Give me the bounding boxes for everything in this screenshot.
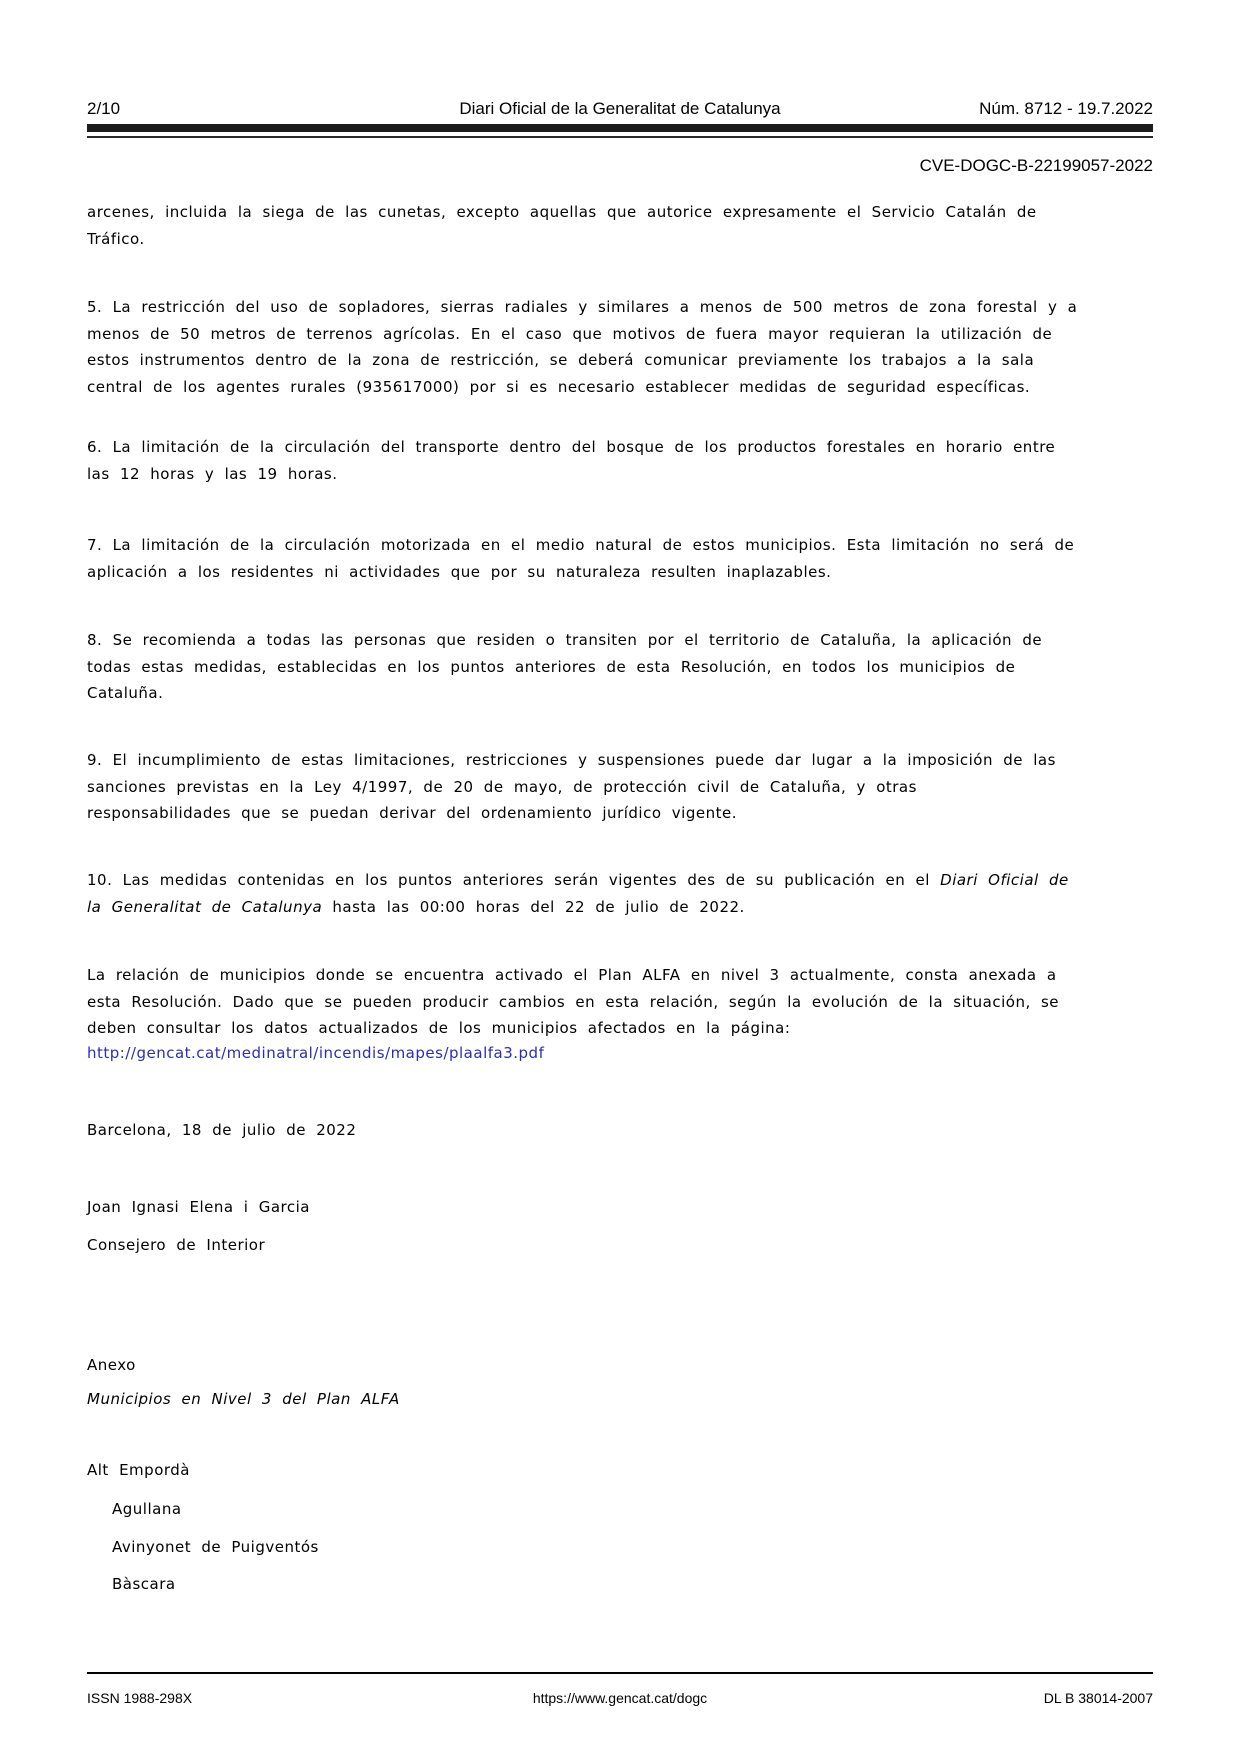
text-line: Tráfico.	[87, 229, 145, 248]
municipality-list	[112, 1496, 1153, 1598]
text-line: aplicación a los residentes ni actividades que por su naturaleza resulten inaplazables.	[87, 562, 832, 581]
text-line: sanciones previstas en la Ley 4/1997, de 20 de mayo, de protección civil de Cataluña, y otras	[87, 777, 917, 796]
header-rule-thick	[87, 124, 1153, 132]
footer-rule	[87, 1672, 1153, 1674]
text-line: arcenes, incluida la siega de las cunetas, excepto aquellas que autorice expresamente el Servicio Catalán de	[87, 203, 1037, 221]
paragraph-relacion	[87, 962, 1153, 1042]
footer-dl: DL B 38014-2007	[1043, 1690, 1153, 1706]
text-line: todas estas medidas, establecidas en los puntos anteriores de esta Resolución, en todos los municipios de	[87, 657, 1016, 676]
footer-url: https://www.gencat.cat/dogc	[532, 1690, 708, 1706]
text-line: la Generalitat de Catalunya hasta las 00:00 horas del 22 de julio de 2022.	[87, 897, 745, 916]
municipality-item: Avinyonet de Puigventós	[112, 1537, 319, 1556]
paragraph-5	[87, 294, 1153, 401]
text-line: esta Resolución. Dado que se pueden producir cambios en esta relación, según la evolución de la situación, se	[87, 992, 1060, 1011]
plan-alfa-link[interactable]: http://gencat.cat/medinatral/incendis/mapes/plaalfa3.pdf	[87, 1044, 545, 1062]
footer-issn: ISSN 1988-298X	[87, 1690, 193, 1706]
page-footer	[87, 1689, 1153, 1707]
cve-code: CVE-DOGC-B-22199057-2022	[919, 156, 1153, 175]
paragraph-6	[87, 434, 1153, 487]
header-issue: Núm. 8712 - 19.7.2022	[979, 99, 1153, 118]
header-rule-thin	[87, 136, 1153, 138]
text-line: 9. El incumplimiento de estas limitaciones, restricciones y suspensiones puede dar lugar a la imposición de las	[87, 751, 1056, 769]
municipality-item: Agullana	[112, 1500, 182, 1518]
region-name: Alt Empordà	[87, 1461, 190, 1479]
page-number: 2/10	[87, 99, 121, 118]
paragraph-9	[87, 747, 1153, 827]
text-line: 10. Las medidas contenidas en los puntos anteriores serán vigentes des de su publicación en el Diari Oficial de	[87, 871, 1069, 889]
paragraph-arcenes	[87, 199, 1153, 252]
date-place: Barcelona, 18 de julio de 2022	[87, 1121, 357, 1139]
signer-role: Consejero de Interior	[87, 1236, 266, 1254]
paragraph-10	[87, 867, 1153, 920]
header-title: Diari Oficial de la Generalitat de Catalunya	[459, 99, 781, 118]
text-line: menos de 50 metros de terrenos agrícolas. En el caso que motivos de fuera mayor requieran la utilización de	[87, 324, 1053, 343]
paragraph-7	[87, 532, 1153, 585]
page-header	[87, 99, 1153, 119]
text-line: 5. La restricción del uso de sopladores, sierras radiales y similares a menos de 500 metros de zona forestal y a	[87, 298, 1078, 316]
text-line: central de los agentes rurales (935617000) por si es necesario establecer medidas de seguridad específicas.	[87, 378, 1031, 397]
signer-name: Joan Ignasi Elena i Garcia	[87, 1198, 310, 1216]
annex-label: Anexo	[87, 1356, 136, 1374]
text-line: responsabilidades que se puedan derivar del ordenamiento jurídico vigente.	[87, 804, 737, 823]
municipality-item: Bàscara	[112, 1575, 176, 1594]
text-line: La relación de municipios donde se encuentra activado el Plan ALFA en nivel 3 actualmente, consta anexada a	[87, 966, 1057, 984]
text-line: las 12 horas y las 19 horas.	[87, 464, 338, 483]
text-line: 7. La limitación de la circulación motorizada en el medio natural de estos municipios. Esta limitación no será de	[87, 536, 1075, 554]
text-line: estos instrumentos dentro de la zona de restricción, se deberá comunicar previamente los trabajos a la sala	[87, 351, 1035, 370]
paragraph-8	[87, 627, 1153, 707]
link-line	[87, 1040, 1153, 1067]
text-line: 6. La limitación de la circulación del transporte dentro del bosque de los productos forestales en horario entre	[87, 438, 1056, 456]
text-line: Cataluña.	[87, 684, 164, 703]
annex-title: Municipios en Nivel 3 del Plan ALFA	[87, 1390, 400, 1408]
text-line: 8. Se recomienda a todas las personas que residen o transiten por el territorio de Cataluña, la aplicación de	[87, 631, 1043, 649]
text-line: deben consultar los datos actualizados de los municipios afectados en la página:	[87, 1019, 791, 1038]
